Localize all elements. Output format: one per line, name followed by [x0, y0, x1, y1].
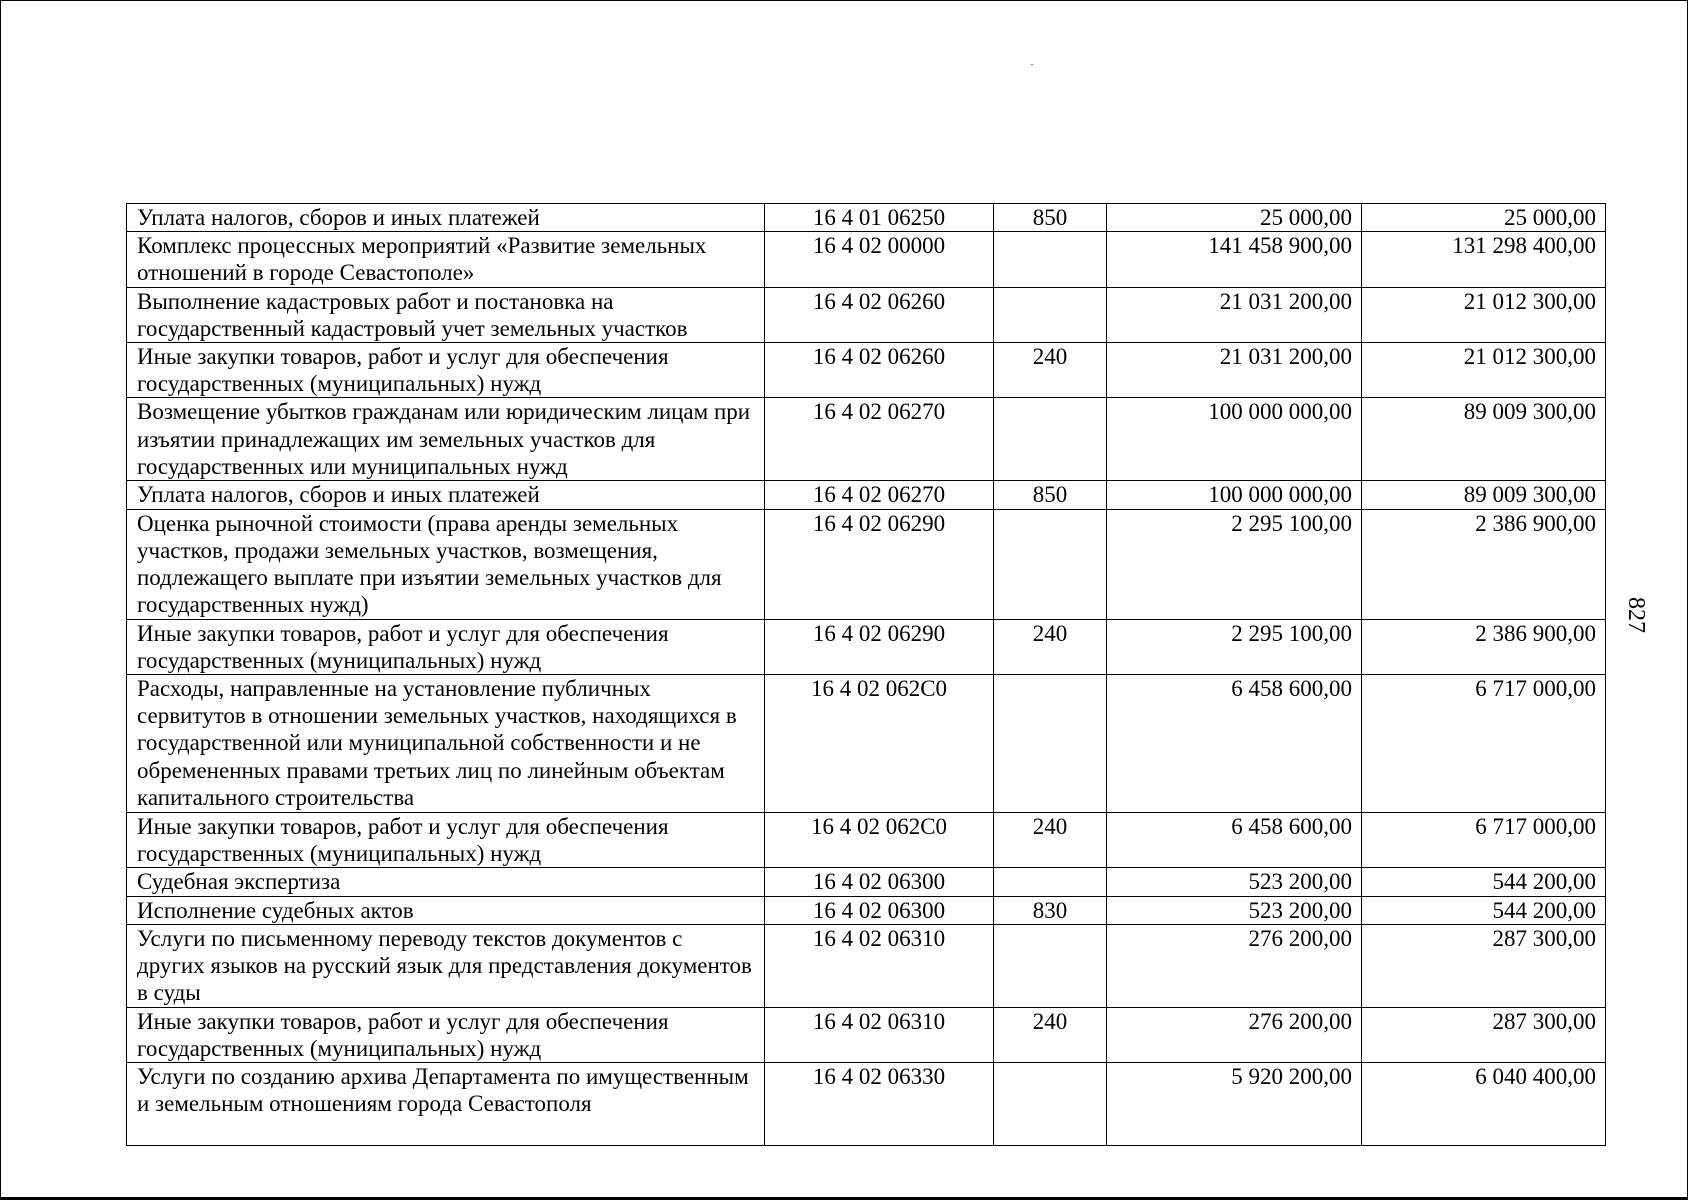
- row-code-cell: 16 4 02 00000: [765, 232, 994, 287]
- row-sum-year1-cell: 100 000 000,00: [1107, 481, 1362, 509]
- row-name-cell: Исполнение судебных актов: [127, 896, 765, 924]
- row-expense-type-cell: 830: [994, 896, 1107, 924]
- row-sum-year1-cell: 25 000,00: [1107, 204, 1362, 232]
- row-sum-year2-cell: 6 717 000,00: [1362, 813, 1606, 868]
- row-code-cell: 16 4 02 06260: [765, 343, 994, 398]
- row-code-cell: 16 4 02 06310: [765, 1007, 994, 1062]
- row-code-cell: 16 4 02 06270: [765, 481, 994, 509]
- row-name-cell: Уплата налогов, сборов и иных платежей: [127, 481, 765, 509]
- row-expense-type-cell: 850: [994, 481, 1107, 509]
- row-sum-year1-cell: 100 000 000,00: [1107, 398, 1362, 481]
- row-expense-type-cell: [994, 398, 1107, 481]
- row-code-cell: 16 4 02 06300: [765, 896, 994, 924]
- row-code-cell: 16 4 02 06330: [765, 1063, 994, 1146]
- row-sum-year1-cell: 21 031 200,00: [1107, 343, 1362, 398]
- table-row: [127, 896, 1606, 924]
- row-expense-type-cell: [994, 232, 1107, 287]
- table-row: [127, 398, 1606, 481]
- row-sum-year2-cell: 89 009 300,00: [1362, 481, 1606, 509]
- row-expense-type-cell: [994, 509, 1107, 619]
- row-sum-year1-cell: 6 458 600,00: [1107, 675, 1362, 813]
- row-code-cell: 16 4 01 06250: [765, 204, 994, 232]
- table-row: [127, 1063, 1606, 1146]
- row-sum-year1-cell: 276 200,00: [1107, 1007, 1362, 1062]
- table-row: [127, 813, 1606, 868]
- table-row: [127, 204, 1606, 232]
- table-row: [127, 619, 1606, 674]
- row-sum-year2-cell: 25 000,00: [1362, 204, 1606, 232]
- row-sum-year1-cell: 276 200,00: [1107, 924, 1362, 1007]
- row-sum-year1-cell: 2 295 100,00: [1107, 619, 1362, 674]
- row-expense-type-cell: 240: [994, 813, 1107, 868]
- table-row: [127, 287, 1606, 342]
- row-name-cell: Оценка рыночной стоимости (права аренды земельных участков, продажи земельных участков, возмещения, подлежащего выплате при изъятии земельных участков для государственных нужд): [127, 509, 765, 619]
- row-expense-type-cell: [994, 287, 1107, 342]
- row-sum-year1-cell: 2 295 100,00: [1107, 509, 1362, 619]
- row-sum-year1-cell: 6 458 600,00: [1107, 813, 1362, 868]
- row-expense-type-cell: [994, 868, 1107, 896]
- row-name-cell: Иные закупки товаров, работ и услуг для обеспечения государственных (муниципальных) нужд: [127, 1007, 765, 1062]
- row-expense-type-cell: [994, 675, 1107, 813]
- row-name-cell: Услуги по созданию архива Департамента по имущественным и земельным отношениям города Севастополя: [127, 1063, 765, 1146]
- row-sum-year2-cell: 287 300,00: [1362, 924, 1606, 1007]
- row-expense-type-cell: [994, 1063, 1107, 1146]
- row-code-cell: 16 4 02 062С0: [765, 813, 994, 868]
- row-name-cell: Возмещение убытков гражданам или юридическим лицам при изъятии принадлежащих им земельных участков для государственных или муниципальных нужд: [127, 398, 765, 481]
- row-code-cell: 16 4 02 06270: [765, 398, 994, 481]
- row-sum-year2-cell: 21 012 300,00: [1362, 287, 1606, 342]
- table-row: [127, 675, 1606, 813]
- row-sum-year2-cell: 2 386 900,00: [1362, 619, 1606, 674]
- row-name-cell: Судебная экспертиза: [127, 868, 765, 896]
- table-row: [127, 1007, 1606, 1062]
- row-code-cell: 16 4 02 06290: [765, 509, 994, 619]
- row-name-cell: Выполнение кадастровых работ и постановка на государственный кадастровый учет земельных участков: [127, 287, 765, 342]
- table-row: [127, 343, 1606, 398]
- row-expense-type-cell: 240: [994, 619, 1107, 674]
- row-name-cell: Расходы, направленные на установление публичных сервитутов в отношении земельных участков, находящихся в государственной или муниципальной собственности и не обремененных правами третьих лиц по линейным объектам капитального строительства: [127, 675, 765, 813]
- table-row: [127, 868, 1606, 896]
- row-sum-year2-cell: 131 298 400,00: [1362, 232, 1606, 287]
- row-expense-type-cell: 240: [994, 1007, 1107, 1062]
- row-code-cell: 16 4 02 06310: [765, 924, 994, 1007]
- table-row: [127, 924, 1606, 1007]
- row-code-cell: 16 4 02 06290: [765, 619, 994, 674]
- row-expense-type-cell: 850: [994, 204, 1107, 232]
- row-name-cell: Комплекс процессных мероприятий «Развитие земельных отношений в городе Севастополе»: [127, 232, 765, 287]
- row-name-cell: Услуги по письменному переводу текстов документов с других языков на русский язык для представления документов в суды: [127, 924, 765, 1007]
- row-sum-year2-cell: 21 012 300,00: [1362, 343, 1606, 398]
- row-name-cell: Уплата налогов, сборов и иных платежей: [127, 204, 765, 232]
- table-row: [127, 232, 1606, 287]
- table-row: [127, 481, 1606, 509]
- page-number: 827: [1623, 597, 1649, 633]
- budget-table: [126, 203, 1606, 1146]
- row-sum-year2-cell: 89 009 300,00: [1362, 398, 1606, 481]
- row-name-cell: Иные закупки товаров, работ и услуг для обеспечения государственных (муниципальных) нужд: [127, 343, 765, 398]
- row-name-cell: Иные закупки товаров, работ и услуг для обеспечения государственных (муниципальных) нужд: [127, 813, 765, 868]
- row-code-cell: 16 4 02 06300: [765, 868, 994, 896]
- row-sum-year1-cell: 523 200,00: [1107, 868, 1362, 896]
- row-sum-year2-cell: 2 386 900,00: [1362, 509, 1606, 619]
- row-sum-year2-cell: 544 200,00: [1362, 896, 1606, 924]
- row-sum-year2-cell: 287 300,00: [1362, 1007, 1606, 1062]
- row-sum-year1-cell: 21 031 200,00: [1107, 287, 1362, 342]
- scan-speck: [1031, 64, 1033, 65]
- row-sum-year2-cell: 6 040 400,00: [1362, 1063, 1606, 1146]
- row-sum-year2-cell: 544 200,00: [1362, 868, 1606, 896]
- table-row: [127, 509, 1606, 619]
- row-sum-year1-cell: 141 458 900,00: [1107, 232, 1362, 287]
- row-expense-type-cell: [994, 924, 1107, 1007]
- row-sum-year2-cell: 6 717 000,00: [1362, 675, 1606, 813]
- row-code-cell: 16 4 02 062С0: [765, 675, 994, 813]
- row-sum-year1-cell: 523 200,00: [1107, 896, 1362, 924]
- row-sum-year1-cell: 5 920 200,00: [1107, 1063, 1362, 1146]
- row-name-cell: Иные закупки товаров, работ и услуг для обеспечения государственных (муниципальных) нужд: [127, 619, 765, 674]
- row-code-cell: 16 4 02 06260: [765, 287, 994, 342]
- row-expense-type-cell: 240: [994, 343, 1107, 398]
- budget-table-body: [127, 204, 1606, 1146]
